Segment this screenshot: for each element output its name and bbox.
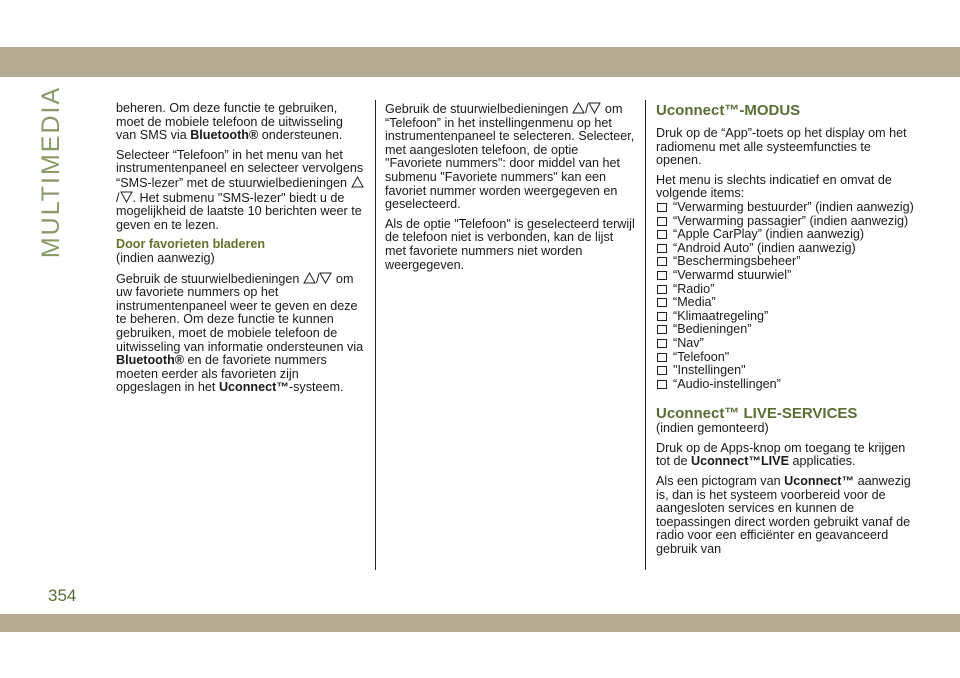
- paragraph: Druk op de Apps-knop om toegang te krijgen tot de Uconnect™LIVE applicaties.: [656, 440, 906, 469]
- list-item: “Radio”: [656, 283, 918, 297]
- triangle-down-icon: [120, 191, 133, 203]
- checkbox-square-icon: [657, 312, 667, 321]
- list-item: “Audio-instellingen”: [656, 378, 918, 392]
- paragraph: Gebruik de stuurwielbedieningen / om “Telefoon” in het instellingenmenu op het instrumentenpaneel te selecteren. Selecteer, met aangesloten telefoon, de optie "Favoriete nummers": door middel van het submenu "Favoriete nummers" kan een favoriet nummer worden weergegeven en geselecteerd.: [385, 102, 635, 212]
- paragraph: (indien gemonteerd): [656, 421, 769, 436]
- list-item: “Verwarming bestuurder” (indien aanwezig): [656, 201, 918, 215]
- list-item: “Verwarming passagier” (indien aanwezig): [656, 215, 918, 229]
- list-item: “Media”: [656, 296, 918, 310]
- header-bar: [0, 47, 960, 77]
- checkbox-square-icon: [657, 203, 667, 212]
- paragraph: Het menu is slechts indicatief en omvat de volgende items:: [656, 172, 892, 201]
- subsection-heading: Door favorieten bladeren: [116, 237, 266, 252]
- paragraph: Als een pictogram van Uconnect™ aanwezig is, dan is het systeem voorbereid voor de aangesloten services en kunnen de toepassingen direct worden gebruikt vanaf de radio voor een efficiënter en geavanceerd gebruik van: [656, 474, 911, 557]
- list-item: “Bedieningen”: [656, 323, 918, 337]
- list-item: “Klimaatregeling”: [656, 310, 918, 324]
- list-item: “Android Auto” (indien aanwezig): [656, 242, 918, 256]
- checkbox-square-icon: [657, 298, 667, 307]
- checkbox-square-icon: [657, 257, 667, 266]
- paragraph: (indien aanwezig): [116, 250, 215, 265]
- column-1: [116, 102, 366, 401]
- section-title: Uconnect™ LIVE-SERVICES: [656, 405, 858, 423]
- checkbox-square-icon: [657, 353, 667, 362]
- checkbox-square-icon: [657, 380, 667, 389]
- triangle-up-icon: [351, 176, 364, 188]
- triangle-up-icon: [572, 102, 585, 114]
- column-divider: [375, 100, 376, 570]
- checkbox-square-icon: [657, 271, 667, 280]
- paragraph: Selecteer “Telefoon” in het menu van het instrumentenpaneel en selecteer vervolgens “SMS-lezer” met de stuurwielbedieningen / . Het submenu "SMS-lezer" biedt u de mogelijkheid de laatste 10 berichten weer te geven en te lezen.: [116, 147, 364, 232]
- list-item: “Verwarmd stuurwiel”: [656, 269, 918, 283]
- checkbox-square-icon: [657, 230, 667, 239]
- paragraph: Gebruik de stuurwielbedieningen / om uw favoriete nummers op het instrumentenpaneel weer te geven en deze te beheren. Om deze functie te kunnen gebruiken, moet de mobiele telefoon de uitwisseling van informatie ondersteunen via Bluetooth® en de favoriete nummers moeten eerder als favorieten zijn opgeslagen in het Uconnect™-systeem.: [116, 271, 364, 395]
- list-item: “Nav”: [656, 337, 918, 351]
- checkbox-square-icon: [657, 217, 667, 226]
- checkbox-square-icon: [657, 339, 667, 348]
- footer-bar: [0, 614, 960, 632]
- column-divider: [645, 100, 646, 570]
- triangle-down-icon: [319, 272, 332, 284]
- column-2: [385, 102, 635, 278]
- paragraph: Als de optie "Telefoon" is geselecteerd terwijl de telefoon niet is verbonden, kan de lijst met favoriete nummers niet worden weergegeven.: [385, 216, 635, 272]
- checkbox-square-icon: [657, 366, 667, 375]
- paragraph: beheren. Om deze functie te gebruiken, moet de mobiele telefoon de uitwisseling van SMS via Bluetooth® ondersteunen.: [116, 101, 343, 143]
- section-side-label: MULTIMEDIA: [37, 85, 65, 259]
- paragraph: Druk op de “App”-toets op het display om het radiomenu met alle systeemfuncties te openen.: [656, 126, 907, 168]
- menu-items-list: [656, 201, 918, 391]
- checkbox-square-icon: [657, 325, 667, 334]
- list-item: “Apple CarPlay” (indien aanwezig): [656, 228, 918, 242]
- triangle-up-icon: [303, 272, 316, 284]
- triangle-down-icon: [588, 102, 601, 114]
- list-item: “Beschermingsbeheer”: [656, 255, 918, 269]
- column-3: [656, 102, 918, 563]
- list-item: "Instellingen": [656, 364, 918, 378]
- page-number: 354: [48, 586, 77, 605]
- checkbox-square-icon: [657, 285, 667, 294]
- section-title: Uconnect™-MODUS: [656, 102, 801, 119]
- checkbox-square-icon: [657, 244, 667, 253]
- list-item: “Telefoon": [656, 351, 918, 365]
